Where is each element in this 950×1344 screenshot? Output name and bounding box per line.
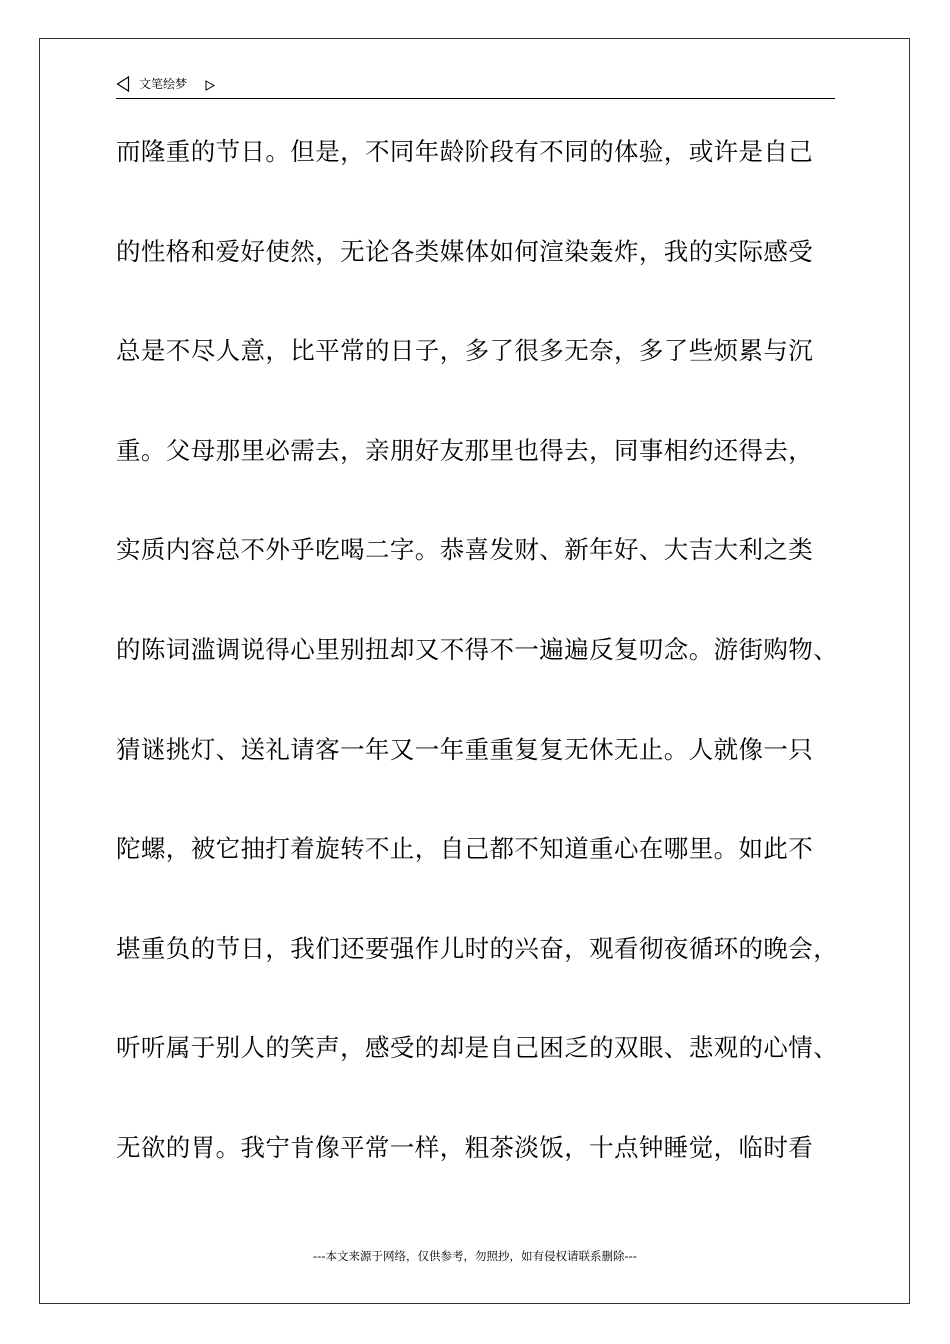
triangle-left-icon (116, 76, 130, 92)
body-line: 的性格和爱好使然，无论各类媒体如何渲染轰炸，我的实际感受 (116, 236, 814, 266)
body-text (116, 130, 856, 1226)
body-line: 堪重负的节日，我们还要强作儿时的兴奋，观看彻夜循环的晚会， (116, 933, 839, 963)
body-line: 无欲的胃。我宁肯像平常一样，粗茶淡饭，十点钟睡觉，临时看 (116, 1132, 814, 1162)
body-line: 实质内容总不外乎吃喝二字。恭喜发财、新年好、大吉大利之类 (116, 535, 814, 565)
body-line: 重。父母那里必需去，亲朋好友那里也得去，同事相约还得去， (116, 435, 814, 465)
header-title: 文笔绘梦 (139, 77, 188, 91)
body-line: 而隆重的节日。但是，不同年龄阶段有不同的体验，或许是自己 (116, 137, 814, 166)
body-line: 听听属于别人的笑声，感受的却是自己困乏的双眼、悲观的心情、 (116, 1033, 839, 1063)
footer-disclaimer: ---本文来源于网络，仅供参考，勿照抄，如有侵权请联系删除--- (313, 1249, 637, 1263)
body-line: 总是不尽人意，比平常的日子，多了很多无奈，多了些烦累与沉 (116, 336, 814, 366)
body-line: 猜谜挑灯、送礼请客一年又一年重重复复无休无止。人就像一只 (116, 734, 814, 764)
page-header (116, 73, 835, 99)
body-line: 的陈词滥调说得心里别扭却又不得不一遍遍反复叨念。游街购物、 (116, 634, 839, 664)
body-line: 陀螺，被它抽打着旋转不止，自己都不知道重心在哪里。如此不 (116, 834, 814, 864)
triangle-right-icon (205, 76, 215, 87)
